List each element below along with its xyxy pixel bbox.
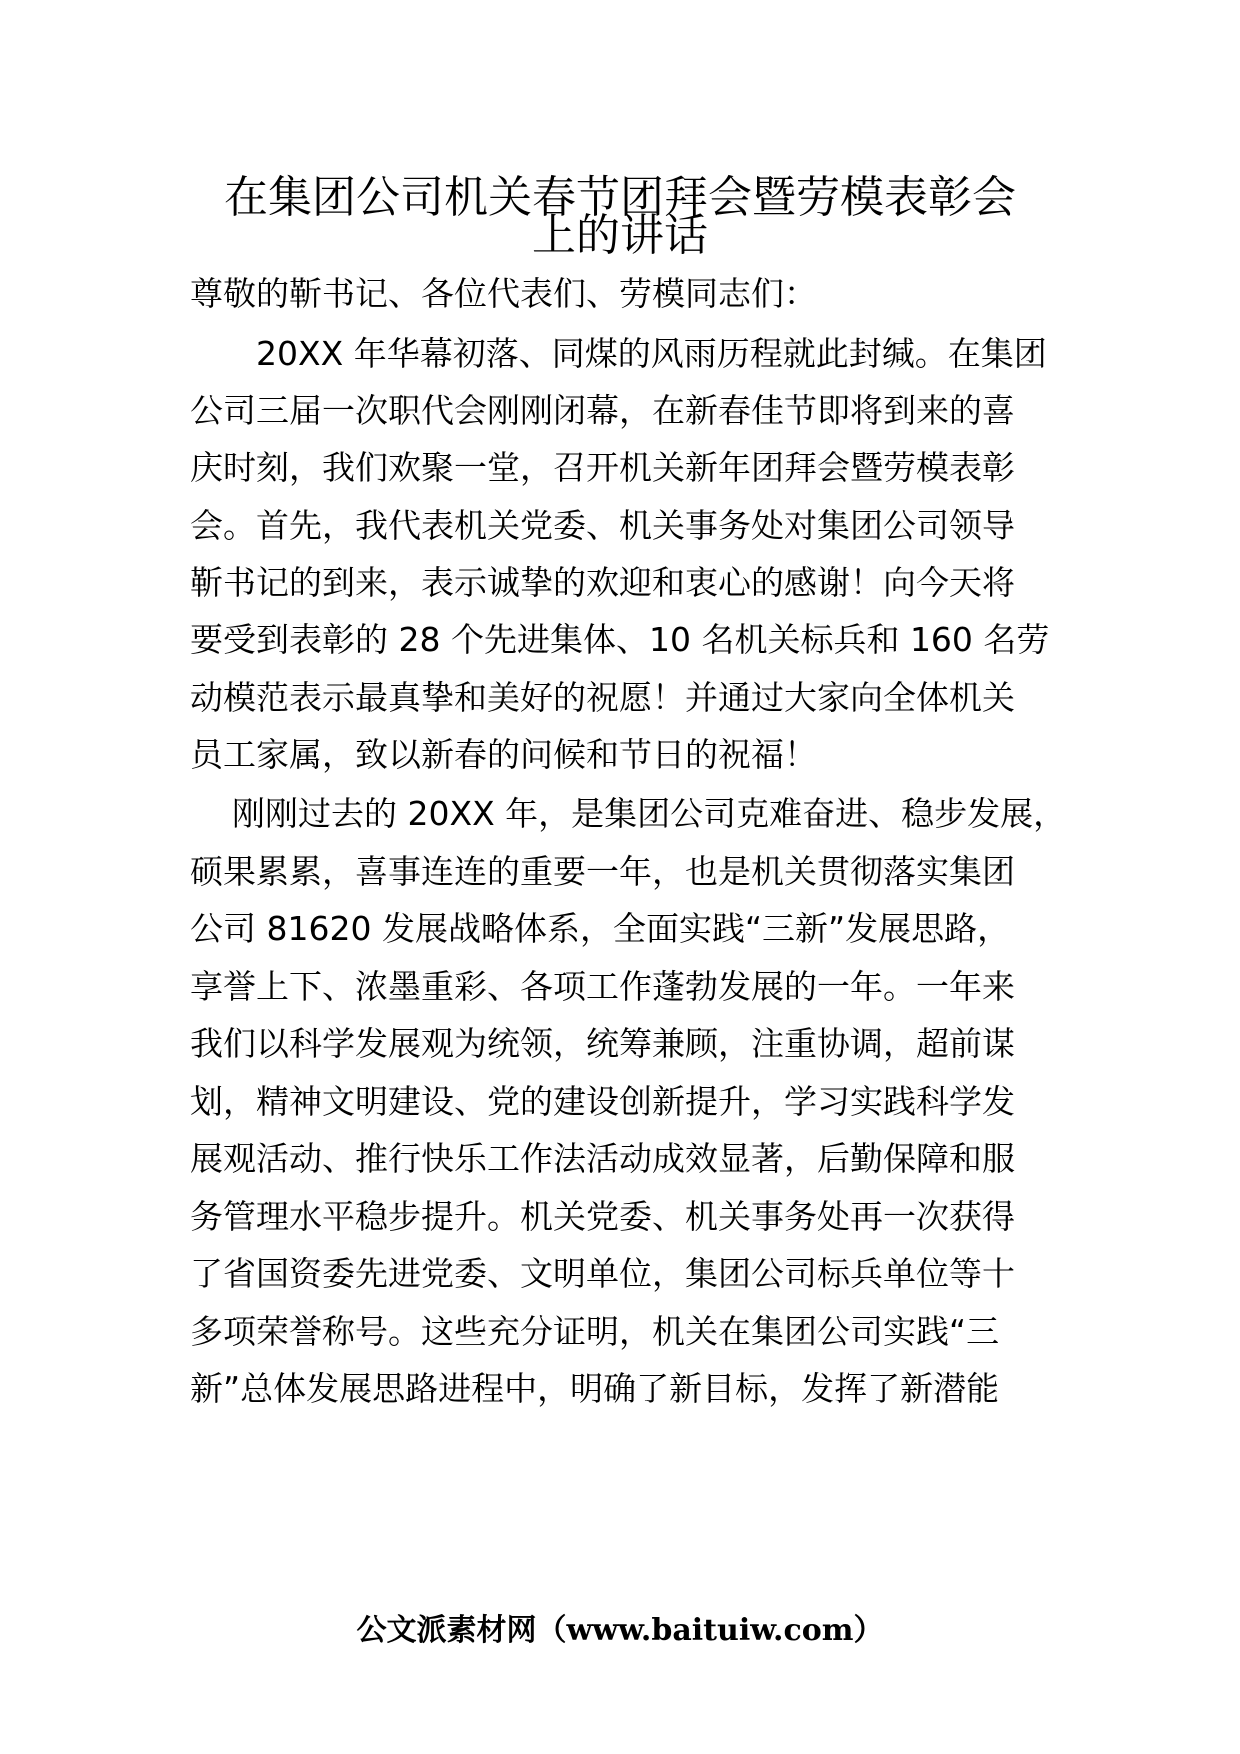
paragraph-1-line-5: 靳书记的到来，表示诚挚的欢迎和衷心的感谢！向今天将 bbox=[190, 563, 1015, 602]
paragraph-2-line-9: 了省国资委先进党委、文明单位，集团公司标兵单位等十 bbox=[190, 1254, 1015, 1293]
paragraph-2-line-2: 硕果累累，喜事连连的重要一年，也是机关贯彻落实集团 bbox=[190, 852, 1015, 891]
salutation: 尊敬的靳书记、各位代表们、劳模同志们： bbox=[190, 274, 817, 313]
paragraph-1-line-6: 要受到表彰的 28 个先进集体、10 名机关标兵和 160 名劳 bbox=[190, 620, 1050, 659]
paragraph-2-line-1: 刚刚过去的 20XX 年，是集团公司克难奋进、稳步发展， bbox=[232, 794, 1067, 833]
paragraph-2-line-3: 公司 81620 发展战略体系，全面实践“三新”发展思路， bbox=[190, 909, 1011, 948]
paragraph-1-line-2: 公司三届一次职代会刚刚闭幕，在新春佳节即将到来的喜 bbox=[190, 391, 1015, 430]
paragraph-1-line-1: 20XX 年华幕初落、同煤的风雨历程就此封缄。在集团 bbox=[256, 334, 1047, 373]
paragraph-2-line-6: 划，精神文明建设、党的建设创新提升，学习实践科学发 bbox=[190, 1082, 1015, 1121]
document-title-line-2: 上的讲话 bbox=[532, 210, 708, 261]
paragraph-2-line-8: 务管理水平稳步提升。机关党委、机关事务处再一次获得 bbox=[190, 1197, 1015, 1236]
paragraph-1-line-8: 员工家属，致以新春的问候和节日的祝福！ bbox=[190, 735, 817, 774]
footer-source: 公文派素材网（www.baituiw.com） bbox=[356, 1613, 884, 1648]
paragraph-2-line-7: 展观活动、推行快乐工作法活动成效显著，后勤保障和服 bbox=[190, 1139, 1015, 1178]
paragraph-2-line-11: 新”总体发展思路进程中，明确了新目标，发挥了新潜能 bbox=[190, 1369, 1000, 1408]
document-title-line-1: 在集团公司机关春节团拜会暨劳模表彰会 bbox=[224, 172, 1016, 223]
paragraph-2-line-10: 多项荣誉称号。这些充分证明，机关在集团公司实践“三 bbox=[190, 1312, 1000, 1351]
paragraph-1-line-7: 动模范表示最真挚和美好的祝愿！并通过大家向全体机关 bbox=[190, 678, 1015, 717]
paragraph-1-line-3: 庆时刻，我们欢聚一堂，召开机关新年团拜会暨劳模表彰 bbox=[190, 448, 1015, 487]
paragraph-2-line-4: 享誉上下、浓墨重彩、各项工作蓬勃发展的一年。一年来 bbox=[190, 967, 1015, 1006]
paragraph-1-line-4: 会。首先，我代表机关党委、机关事务处对集团公司领导 bbox=[190, 506, 1015, 545]
paragraph-2-line-5: 我们以科学发展观为统领，统筹兼顾，注重协调，超前谋 bbox=[190, 1024, 1015, 1063]
